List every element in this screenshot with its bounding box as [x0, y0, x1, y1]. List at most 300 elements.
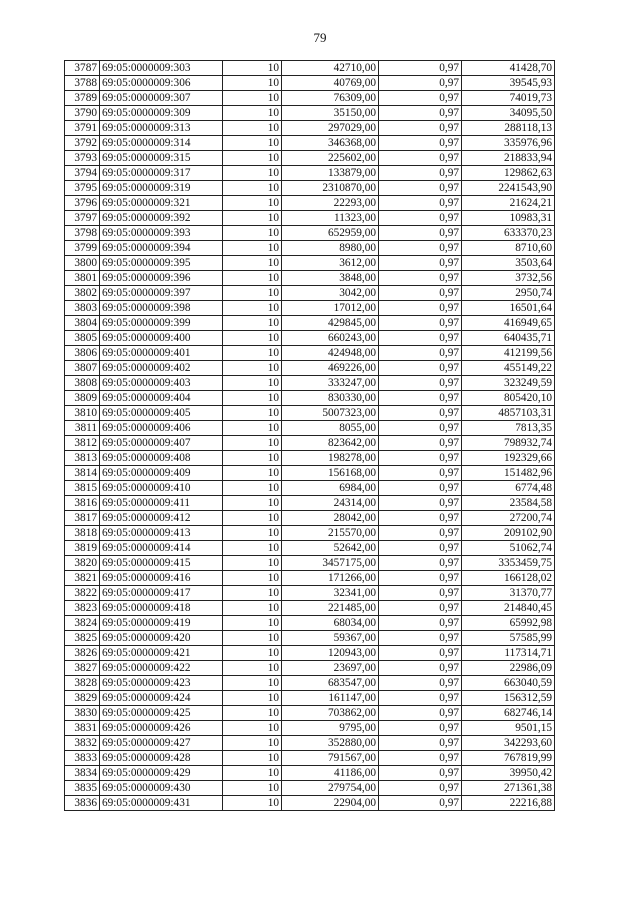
row-number-cell: 3791	[65, 121, 100, 136]
value-1-cell: 10	[223, 406, 282, 421]
value-2-cell: 9795,00	[282, 721, 379, 736]
value-2-cell: 297029,00	[282, 121, 379, 136]
result-cell: 323249,59	[462, 376, 555, 391]
cadastral-number-cell: 69:05:0000009:393	[100, 226, 223, 241]
result-cell: 3732,56	[462, 271, 555, 286]
value-2-cell: 198278,00	[282, 451, 379, 466]
coefficient-cell: 0,97	[379, 421, 462, 436]
value-2-cell: 652959,00	[282, 226, 379, 241]
result-cell: 640435,71	[462, 331, 555, 346]
table-row	[65, 346, 555, 361]
result-cell: 41428,70	[462, 61, 555, 76]
value-2-cell: 28042,00	[282, 511, 379, 526]
value-2-cell: 22293,00	[282, 196, 379, 211]
coefficient-cell: 0,97	[379, 616, 462, 631]
cadastral-number-cell: 69:05:0000009:419	[100, 616, 223, 631]
value-2-cell: 52642,00	[282, 541, 379, 556]
coefficient-cell: 0,97	[379, 106, 462, 121]
value-1-cell: 10	[223, 286, 282, 301]
cadastral-number-cell: 69:05:0000009:426	[100, 721, 223, 736]
value-2-cell: 41186,00	[282, 766, 379, 781]
cadastral-number-cell: 69:05:0000009:303	[100, 61, 223, 76]
value-1-cell: 10	[223, 121, 282, 136]
row-number-cell: 3822	[65, 586, 100, 601]
result-cell: 22216,88	[462, 796, 555, 811]
table-row	[65, 391, 555, 406]
value-1-cell: 10	[223, 346, 282, 361]
coefficient-cell: 0,97	[379, 286, 462, 301]
value-2-cell: 660243,00	[282, 331, 379, 346]
row-number-cell: 3819	[65, 541, 100, 556]
cadastral-number-cell: 69:05:0000009:402	[100, 361, 223, 376]
value-2-cell: 120943,00	[282, 646, 379, 661]
row-number-cell: 3802	[65, 286, 100, 301]
row-number-cell: 3810	[65, 406, 100, 421]
value-2-cell: 215570,00	[282, 526, 379, 541]
result-cell: 9501,15	[462, 721, 555, 736]
cadastral-number-cell: 69:05:0000009:317	[100, 166, 223, 181]
value-1-cell: 10	[223, 241, 282, 256]
value-2-cell: 17012,00	[282, 301, 379, 316]
value-1-cell: 10	[223, 556, 282, 571]
result-cell: 209102,90	[462, 526, 555, 541]
value-2-cell: 683547,00	[282, 676, 379, 691]
table-row	[65, 766, 555, 781]
coefficient-cell: 0,97	[379, 91, 462, 106]
coefficient-cell: 0,97	[379, 631, 462, 646]
value-1-cell: 10	[223, 151, 282, 166]
table-row	[65, 511, 555, 526]
table-row	[65, 301, 555, 316]
result-cell: 151482,96	[462, 466, 555, 481]
table-row	[65, 436, 555, 451]
value-1-cell: 10	[223, 166, 282, 181]
result-cell: 3503,64	[462, 256, 555, 271]
value-2-cell: 23697,00	[282, 661, 379, 676]
row-number-cell: 3808	[65, 376, 100, 391]
table-row	[65, 106, 555, 121]
row-number-cell: 3805	[65, 331, 100, 346]
result-cell: 39545,93	[462, 76, 555, 91]
result-cell: 22986,09	[462, 661, 555, 676]
value-2-cell: 76309,00	[282, 91, 379, 106]
value-1-cell: 10	[223, 211, 282, 226]
value-2-cell: 35150,00	[282, 106, 379, 121]
cadastral-number-cell: 69:05:0000009:413	[100, 526, 223, 541]
value-2-cell: 3457175,00	[282, 556, 379, 571]
cadastral-number-cell: 69:05:0000009:405	[100, 406, 223, 421]
value-1-cell: 10	[223, 316, 282, 331]
cadastral-number-cell: 69:05:0000009:315	[100, 151, 223, 166]
value-1-cell: 10	[223, 586, 282, 601]
row-number-cell: 3794	[65, 166, 100, 181]
result-cell: 27200,74	[462, 511, 555, 526]
result-cell: 663040,59	[462, 676, 555, 691]
value-1-cell: 10	[223, 361, 282, 376]
coefficient-cell: 0,97	[379, 316, 462, 331]
result-cell: 7813,35	[462, 421, 555, 436]
cadastral-number-cell: 69:05:0000009:416	[100, 571, 223, 586]
value-2-cell: 221485,00	[282, 601, 379, 616]
coefficient-cell: 0,97	[379, 796, 462, 811]
value-1-cell: 10	[223, 181, 282, 196]
coefficient-cell: 0,97	[379, 211, 462, 226]
result-cell: 16501,64	[462, 301, 555, 316]
table-row	[65, 361, 555, 376]
value-1-cell: 10	[223, 766, 282, 781]
result-cell: 6774,48	[462, 481, 555, 496]
cadastral-number-cell: 69:05:0000009:321	[100, 196, 223, 211]
row-number-cell: 3816	[65, 496, 100, 511]
table-row	[65, 316, 555, 331]
table-body	[65, 61, 555, 811]
row-number-cell: 3835	[65, 781, 100, 796]
coefficient-cell: 0,97	[379, 151, 462, 166]
row-number-cell: 3828	[65, 676, 100, 691]
table-row	[65, 736, 555, 751]
coefficient-cell: 0,97	[379, 301, 462, 316]
coefficient-cell: 0,97	[379, 121, 462, 136]
value-2-cell: 830330,00	[282, 391, 379, 406]
table-row	[65, 466, 555, 481]
table-row	[65, 331, 555, 346]
value-2-cell: 3848,00	[282, 271, 379, 286]
table-row	[65, 706, 555, 721]
row-number-cell: 3818	[65, 526, 100, 541]
value-1-cell: 10	[223, 526, 282, 541]
row-number-cell: 3823	[65, 601, 100, 616]
coefficient-cell: 0,97	[379, 376, 462, 391]
coefficient-cell: 0,97	[379, 766, 462, 781]
result-cell: 34095,50	[462, 106, 555, 121]
result-cell: 798932,74	[462, 436, 555, 451]
row-number-cell: 3815	[65, 481, 100, 496]
coefficient-cell: 0,97	[379, 61, 462, 76]
coefficient-cell: 0,97	[379, 166, 462, 181]
result-cell: 156312,59	[462, 691, 555, 706]
result-cell: 2950,74	[462, 286, 555, 301]
value-2-cell: 133879,00	[282, 166, 379, 181]
cadastral-number-cell: 69:05:0000009:306	[100, 76, 223, 91]
table-row	[65, 226, 555, 241]
row-number-cell: 3829	[65, 691, 100, 706]
coefficient-cell: 0,97	[379, 436, 462, 451]
value-2-cell: 32341,00	[282, 586, 379, 601]
coefficient-cell: 0,97	[379, 451, 462, 466]
cadastral-number-cell: 69:05:0000009:414	[100, 541, 223, 556]
value-1-cell: 10	[223, 436, 282, 451]
value-1-cell: 10	[223, 736, 282, 751]
row-number-cell: 3820	[65, 556, 100, 571]
row-number-cell: 3814	[65, 466, 100, 481]
cadastral-number-cell: 69:05:0000009:409	[100, 466, 223, 481]
row-number-cell: 3821	[65, 571, 100, 586]
result-cell: 23584,58	[462, 496, 555, 511]
table-row	[65, 781, 555, 796]
coefficient-cell: 0,97	[379, 406, 462, 421]
cadastral-number-cell: 69:05:0000009:430	[100, 781, 223, 796]
row-number-cell: 3799	[65, 241, 100, 256]
value-1-cell: 10	[223, 511, 282, 526]
coefficient-cell: 0,97	[379, 136, 462, 151]
cadastral-number-cell: 69:05:0000009:429	[100, 766, 223, 781]
table-row	[65, 136, 555, 151]
table-row	[65, 751, 555, 766]
value-1-cell: 10	[223, 76, 282, 91]
table-row	[65, 421, 555, 436]
value-2-cell: 3042,00	[282, 286, 379, 301]
coefficient-cell: 0,97	[379, 196, 462, 211]
cadastral-number-cell: 69:05:0000009:319	[100, 181, 223, 196]
result-cell: 3353459,75	[462, 556, 555, 571]
table-row	[65, 541, 555, 556]
cadastral-number-cell: 69:05:0000009:424	[100, 691, 223, 706]
table-row	[65, 196, 555, 211]
cadastral-number-cell: 69:05:0000009:412	[100, 511, 223, 526]
row-number-cell: 3817	[65, 511, 100, 526]
row-number-cell: 3811	[65, 421, 100, 436]
row-number-cell: 3801	[65, 271, 100, 286]
coefficient-cell: 0,97	[379, 226, 462, 241]
value-1-cell: 10	[223, 646, 282, 661]
result-cell: 218833,94	[462, 151, 555, 166]
coefficient-cell: 0,97	[379, 256, 462, 271]
value-1-cell: 10	[223, 271, 282, 286]
value-1-cell: 10	[223, 631, 282, 646]
table-row	[65, 556, 555, 571]
row-number-cell: 3795	[65, 181, 100, 196]
value-1-cell: 10	[223, 601, 282, 616]
cadastral-number-cell: 69:05:0000009:307	[100, 91, 223, 106]
cadastral-number-cell: 69:05:0000009:406	[100, 421, 223, 436]
row-number-cell: 3798	[65, 226, 100, 241]
result-cell: 129862,63	[462, 166, 555, 181]
result-cell: 51062,74	[462, 541, 555, 556]
value-1-cell: 10	[223, 61, 282, 76]
row-number-cell: 3792	[65, 136, 100, 151]
value-1-cell: 10	[223, 781, 282, 796]
coefficient-cell: 0,97	[379, 781, 462, 796]
table-row	[65, 241, 555, 256]
value-1-cell: 10	[223, 541, 282, 556]
value-1-cell: 10	[223, 691, 282, 706]
cadastral-number-cell: 69:05:0000009:417	[100, 586, 223, 601]
result-cell: 192329,66	[462, 451, 555, 466]
row-number-cell: 3804	[65, 316, 100, 331]
value-1-cell: 10	[223, 751, 282, 766]
table-row	[65, 571, 555, 586]
value-2-cell: 8055,00	[282, 421, 379, 436]
coefficient-cell: 0,97	[379, 181, 462, 196]
cadastral-number-cell: 69:05:0000009:396	[100, 271, 223, 286]
row-number-cell: 3809	[65, 391, 100, 406]
coefficient-cell: 0,97	[379, 721, 462, 736]
value-2-cell: 8980,00	[282, 241, 379, 256]
value-1-cell: 10	[223, 481, 282, 496]
page-number: 79	[313, 30, 327, 45]
coefficient-cell: 0,97	[379, 346, 462, 361]
data-table	[64, 60, 555, 811]
result-cell: 74019,73	[462, 91, 555, 106]
table-row	[65, 451, 555, 466]
value-2-cell: 11323,00	[282, 211, 379, 226]
value-1-cell: 10	[223, 706, 282, 721]
cadastral-number-cell: 69:05:0000009:309	[100, 106, 223, 121]
value-2-cell: 24314,00	[282, 496, 379, 511]
value-1-cell: 10	[223, 496, 282, 511]
coefficient-cell: 0,97	[379, 541, 462, 556]
result-cell: 31370,77	[462, 586, 555, 601]
row-number-cell: 3806	[65, 346, 100, 361]
result-cell: 767819,99	[462, 751, 555, 766]
value-1-cell: 10	[223, 676, 282, 691]
value-2-cell: 3612,00	[282, 256, 379, 271]
value-2-cell: 42710,00	[282, 61, 379, 76]
result-cell: 10983,31	[462, 211, 555, 226]
row-number-cell: 3788	[65, 76, 100, 91]
cadastral-number-cell: 69:05:0000009:392	[100, 211, 223, 226]
cadastral-number-cell: 69:05:0000009:427	[100, 736, 223, 751]
result-cell: 455149,22	[462, 361, 555, 376]
result-cell: 342293,60	[462, 736, 555, 751]
value-1-cell: 10	[223, 721, 282, 736]
result-cell: 335976,96	[462, 136, 555, 151]
table-row	[65, 406, 555, 421]
cadastral-number-cell: 69:05:0000009:313	[100, 121, 223, 136]
cadastral-number-cell: 69:05:0000009:407	[100, 436, 223, 451]
coefficient-cell: 0,97	[379, 601, 462, 616]
table-row	[65, 286, 555, 301]
result-cell: 416949,65	[462, 316, 555, 331]
table-row	[65, 211, 555, 226]
cadastral-number-cell: 69:05:0000009:411	[100, 496, 223, 511]
cadastral-number-cell: 69:05:0000009:314	[100, 136, 223, 151]
value-2-cell: 225602,00	[282, 151, 379, 166]
cadastral-number-cell: 69:05:0000009:400	[100, 331, 223, 346]
cadastral-number-cell: 69:05:0000009:395	[100, 256, 223, 271]
row-number-cell: 3807	[65, 361, 100, 376]
value-2-cell: 823642,00	[282, 436, 379, 451]
coefficient-cell: 0,97	[379, 511, 462, 526]
coefficient-cell: 0,97	[379, 526, 462, 541]
coefficient-cell: 0,97	[379, 556, 462, 571]
table-row	[65, 256, 555, 271]
row-number-cell: 3789	[65, 91, 100, 106]
value-2-cell: 424948,00	[282, 346, 379, 361]
coefficient-cell: 0,97	[379, 571, 462, 586]
table-row	[65, 481, 555, 496]
value-2-cell: 171266,00	[282, 571, 379, 586]
table-row	[65, 676, 555, 691]
table-row	[65, 526, 555, 541]
row-number-cell: 3790	[65, 106, 100, 121]
coefficient-cell: 0,97	[379, 496, 462, 511]
coefficient-cell: 0,97	[379, 241, 462, 256]
row-number-cell: 3796	[65, 196, 100, 211]
value-1-cell: 10	[223, 796, 282, 811]
value-2-cell: 791567,00	[282, 751, 379, 766]
result-cell: 65992,98	[462, 616, 555, 631]
value-2-cell: 6984,00	[282, 481, 379, 496]
coefficient-cell: 0,97	[379, 676, 462, 691]
value-2-cell: 703862,00	[282, 706, 379, 721]
row-number-cell: 3800	[65, 256, 100, 271]
row-number-cell: 3813	[65, 451, 100, 466]
result-cell: 288118,13	[462, 121, 555, 136]
result-cell: 57585,99	[462, 631, 555, 646]
row-number-cell: 3812	[65, 436, 100, 451]
value-2-cell: 68034,00	[282, 616, 379, 631]
coefficient-cell: 0,97	[379, 76, 462, 91]
coefficient-cell: 0,97	[379, 706, 462, 721]
result-cell: 682746,14	[462, 706, 555, 721]
cadastral-number-cell: 69:05:0000009:394	[100, 241, 223, 256]
value-2-cell: 5007323,00	[282, 406, 379, 421]
result-cell: 2241543,90	[462, 181, 555, 196]
result-cell: 412199,56	[462, 346, 555, 361]
value-1-cell: 10	[223, 571, 282, 586]
result-cell: 805420,10	[462, 391, 555, 406]
value-1-cell: 10	[223, 256, 282, 271]
cadastral-number-cell: 69:05:0000009:401	[100, 346, 223, 361]
table-row	[65, 586, 555, 601]
row-number-cell: 3834	[65, 766, 100, 781]
row-number-cell: 3830	[65, 706, 100, 721]
row-number-cell: 3787	[65, 61, 100, 76]
table-row	[65, 91, 555, 106]
cadastral-number-cell: 69:05:0000009:421	[100, 646, 223, 661]
result-cell: 8710,60	[462, 241, 555, 256]
value-2-cell: 429845,00	[282, 316, 379, 331]
result-cell: 214840,45	[462, 601, 555, 616]
table-row	[65, 166, 555, 181]
table-row	[65, 631, 555, 646]
result-cell: 271361,38	[462, 781, 555, 796]
row-number-cell: 3832	[65, 736, 100, 751]
value-1-cell: 10	[223, 301, 282, 316]
cadastral-number-cell: 69:05:0000009:415	[100, 556, 223, 571]
cadastral-number-cell: 69:05:0000009:403	[100, 376, 223, 391]
cadastral-number-cell: 69:05:0000009:423	[100, 676, 223, 691]
cadastral-number-cell: 69:05:0000009:404	[100, 391, 223, 406]
value-2-cell: 156168,00	[282, 466, 379, 481]
value-2-cell: 40769,00	[282, 76, 379, 91]
value-1-cell: 10	[223, 451, 282, 466]
cadastral-number-cell: 69:05:0000009:431	[100, 796, 223, 811]
table-row	[65, 271, 555, 286]
row-number-cell: 3825	[65, 631, 100, 646]
result-cell: 39950,42	[462, 766, 555, 781]
cadastral-number-cell: 69:05:0000009:397	[100, 286, 223, 301]
row-number-cell: 3824	[65, 616, 100, 631]
value-1-cell: 10	[223, 376, 282, 391]
coefficient-cell: 0,97	[379, 481, 462, 496]
coefficient-cell: 0,97	[379, 586, 462, 601]
row-number-cell: 3803	[65, 301, 100, 316]
value-1-cell: 10	[223, 136, 282, 151]
cadastral-number-cell: 69:05:0000009:420	[100, 631, 223, 646]
value-2-cell: 2310870,00	[282, 181, 379, 196]
cadastral-number-cell: 69:05:0000009:408	[100, 451, 223, 466]
table-row	[65, 376, 555, 391]
row-number-cell: 3833	[65, 751, 100, 766]
value-1-cell: 10	[223, 466, 282, 481]
coefficient-cell: 0,97	[379, 751, 462, 766]
coefficient-cell: 0,97	[379, 661, 462, 676]
value-2-cell: 22904,00	[282, 796, 379, 811]
value-2-cell: 161147,00	[282, 691, 379, 706]
row-number-cell: 3831	[65, 721, 100, 736]
